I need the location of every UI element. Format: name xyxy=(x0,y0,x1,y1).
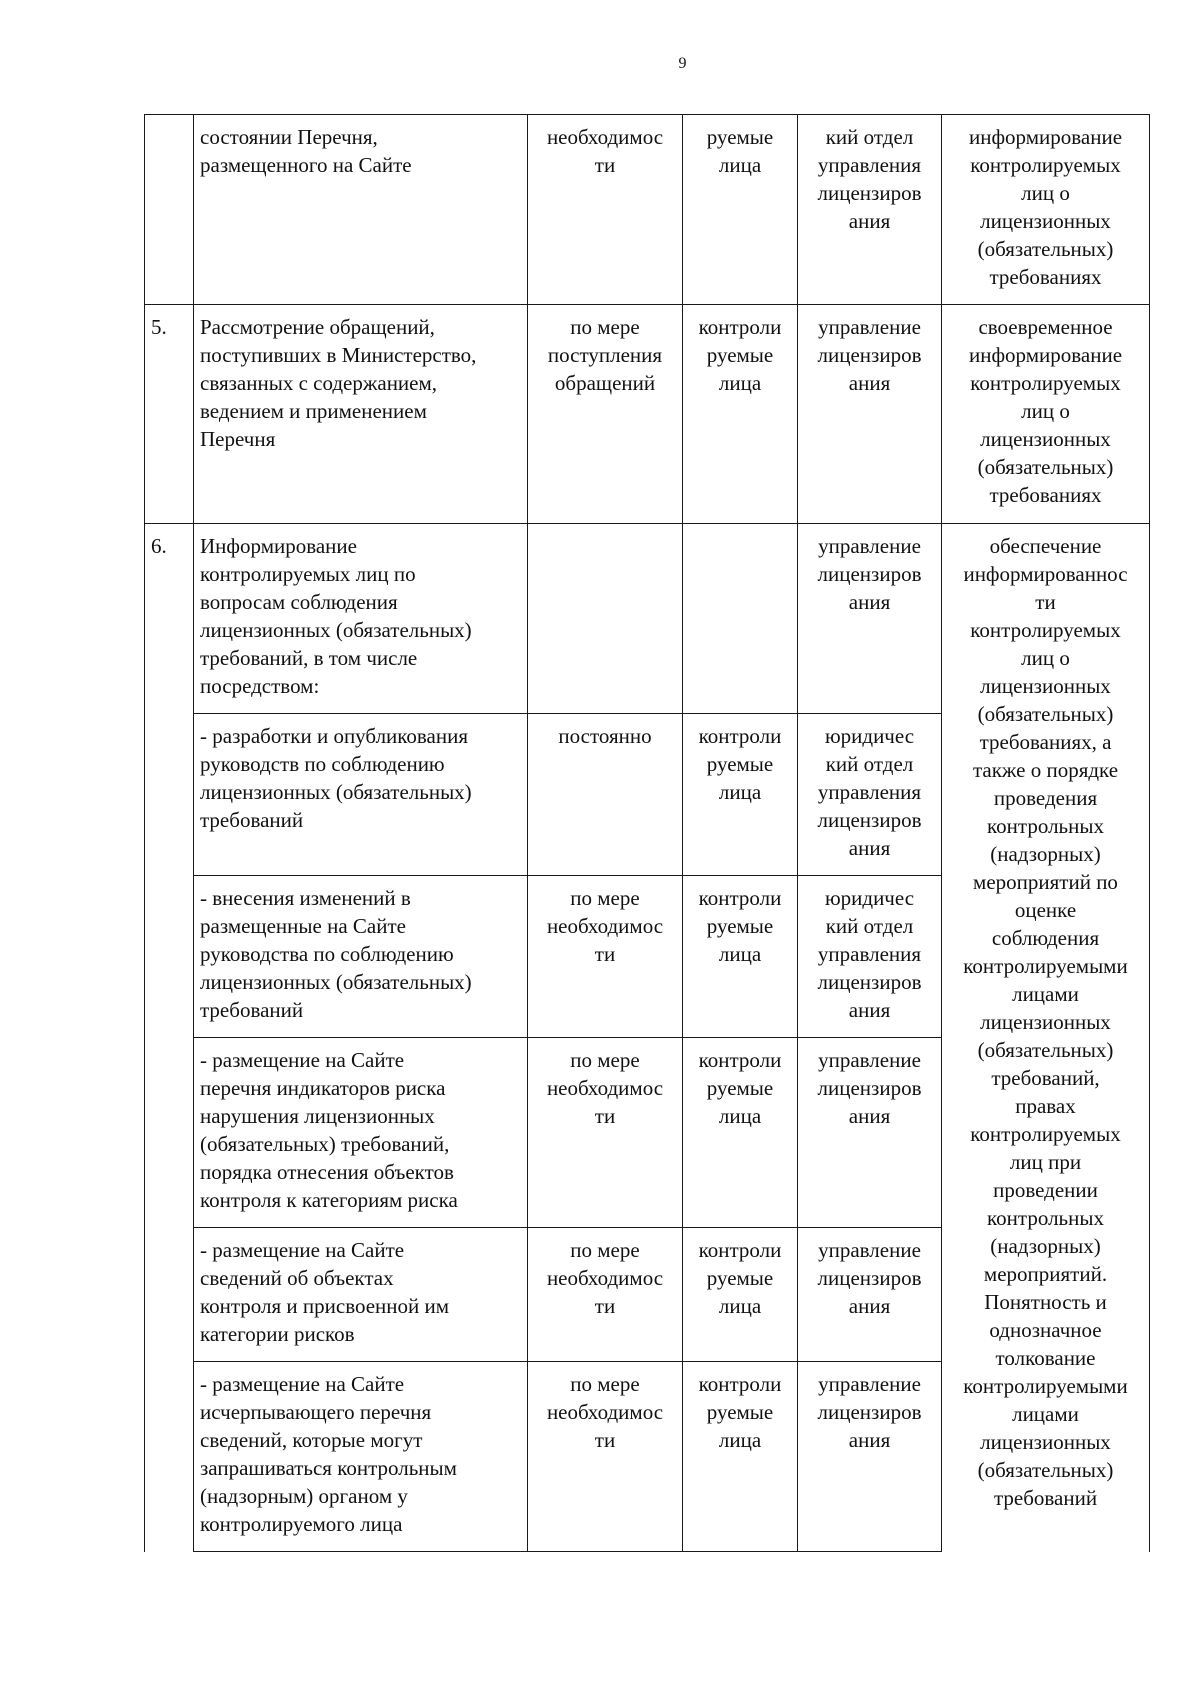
measure-cell: Рассмотрение обращений, поступивших в Министерство, связанных с содержанием, ведением и применением Перечня xyxy=(194,305,528,524)
period-cell: по мере необходимос ти xyxy=(528,1362,683,1552)
row-number: 5. xyxy=(145,305,194,524)
measure-cell: - размещение на Сайте перечня индикаторов риска нарушения лицензионных (обязательных) требований, порядка отнесения объектов контроля к категориям риска xyxy=(194,1038,528,1228)
executor-cell: кий отдел управления лицензиров ания xyxy=(798,115,942,305)
subjects-cell: контроли руемые лица xyxy=(683,1228,798,1362)
plan-table xyxy=(144,114,1150,1552)
page-number: 9 xyxy=(678,55,687,72)
table-row xyxy=(145,115,1150,305)
executor-cell: управление лицензиров ания xyxy=(798,1038,942,1228)
measure-cell: - разработки и опубликования руководств по соблюдению лицензионных (обязательных) требований xyxy=(194,714,528,876)
measure-cell: - внесения изменений в размещенные на Сайте руководства по соблюдению лицензионных (обязательных) требований xyxy=(194,876,528,1038)
measure-cell: Информирование контролируемых лиц по вопросам соблюдения лицензионных (обязательных) требований, в том числе посредством: xyxy=(194,524,528,714)
executor-cell: управление лицензиров ания xyxy=(798,1228,942,1362)
result-cell: информирование контролируемых лиц о лицензионных (обязательных) требованиях xyxy=(942,115,1150,305)
subjects-cell: контроли руемые лица xyxy=(683,714,798,876)
subjects-cell: контроли руемые лица xyxy=(683,1362,798,1552)
period-cell: необходимос ти xyxy=(528,115,683,305)
row-number xyxy=(145,115,194,305)
period-cell: по мере необходимос ти xyxy=(528,1228,683,1362)
executor-cell: юридичес кий отдел управления лицензиров ания xyxy=(798,876,942,1038)
table-row xyxy=(145,524,1150,714)
result-cell: своевременное информирование контролируемых лиц о лицензионных (обязательных) требованиях xyxy=(942,305,1150,524)
period-cell: по мере необходимос ти xyxy=(528,1038,683,1228)
period-cell: постоянно xyxy=(528,714,683,876)
subjects-cell: контроли руемые лица xyxy=(683,1038,798,1228)
executor-cell: управление лицензиров ания xyxy=(798,524,942,714)
period-cell xyxy=(528,524,683,714)
subjects-cell: контроли руемые лица xyxy=(683,305,798,524)
subjects-cell: контроли руемые лица xyxy=(683,876,798,1038)
measure-cell: - размещение на Сайте сведений об объектах контроля и присвоенной им категории рисков xyxy=(194,1228,528,1362)
row-number: 6. xyxy=(145,524,194,1552)
executor-cell: юридичес кий отдел управления лицензиров ания xyxy=(798,714,942,876)
table-row xyxy=(145,305,1150,524)
measure-cell: состоянии Перечня, размещенного на Сайте xyxy=(194,115,528,305)
period-cell: по мере необходимос ти xyxy=(528,876,683,1038)
executor-cell: управление лицензиров ания xyxy=(798,305,942,524)
executor-cell: управление лицензиров ания xyxy=(798,1362,942,1552)
result-cell: обеспечение информированнос ти контролируемых лиц о лицензионных (обязательных) требованиях, а также о порядке проведения контрольных (надзорных) мероприятий по оценке соблюдения контролируемыми лицами лицензионных (обязательных) требований, правах контролируемых лиц при проведении контрольных (надзорных) мероприятий. Понятность и однозначное толкование контролируемыми лицами лицензионных (обязательных) требований xyxy=(942,524,1150,1552)
period-cell: по мере поступления обращений xyxy=(528,305,683,524)
subjects-cell xyxy=(683,524,798,714)
measure-cell: - размещение на Сайте исчерпывающего перечня сведений, которые могут запрашиваться контрольным (надзорным) органом у контролируемого лица xyxy=(194,1362,528,1552)
subjects-cell: руемые лица xyxy=(683,115,798,305)
